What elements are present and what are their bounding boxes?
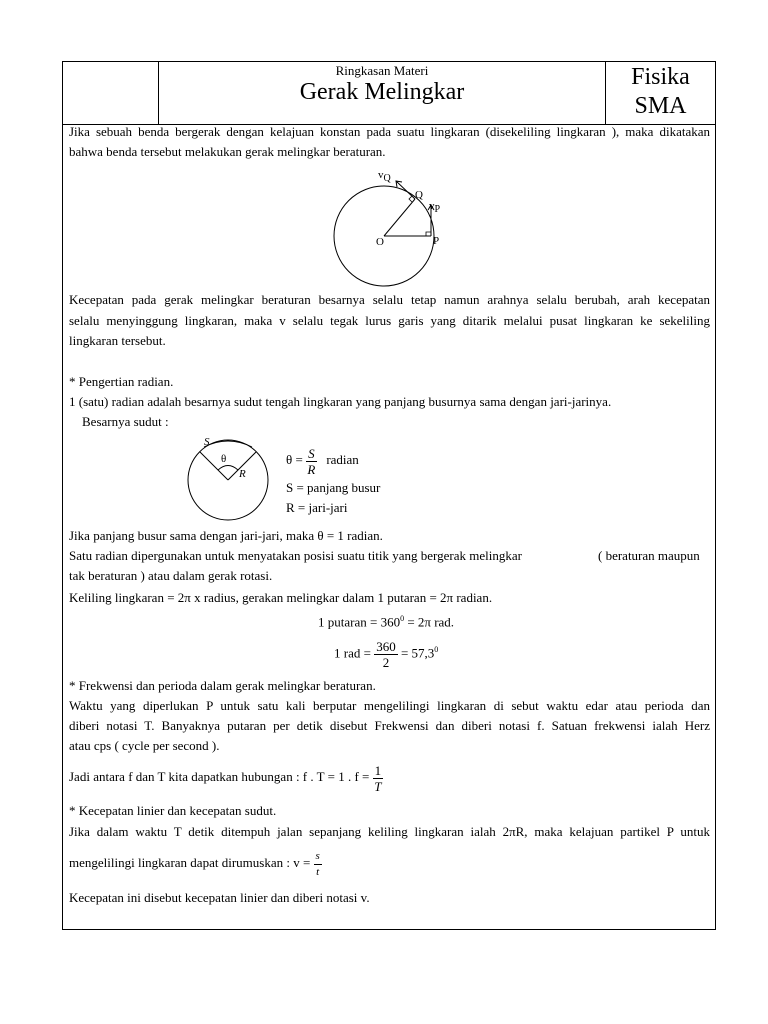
right-angle-q (409, 196, 412, 202)
subject-line-1: Fisika (631, 64, 690, 90)
rad-rhs: = 57,3 (400, 645, 435, 661)
linear-line-1: Jika dalam waktu T detik ditempuh jalan sepanjang keliling lingkaran ialah 2πR, maka kelajuan partikel P untuk (69, 824, 710, 839)
velocity-denominator: t (316, 865, 320, 878)
radian-formula (286, 443, 359, 477)
formula-lhs: θ = (286, 452, 303, 467)
label-theta: θ (221, 453, 227, 465)
putaran-degree: 0 (400, 614, 405, 623)
radian-definition: 1 (satu) radian adalah besarnya sudut tengah lingkaran yang panjang busurnya sama dengan jari-jarinya. (69, 394, 612, 409)
velocity-fraction (314, 849, 322, 880)
header-title-cell (159, 62, 606, 124)
def-r: R = jari-jari (286, 500, 348, 515)
formula-numerator: S (308, 445, 315, 461)
radian-figure (184, 433, 274, 523)
right-angle-p (426, 232, 431, 236)
radian-line-c: Keliling lingkaran = 2π x radius, gerakan melingkar dalam 1 putaran = 2π radian. (69, 590, 493, 605)
angle-label: Besarnya sudut : (82, 414, 169, 429)
frequency-heading: * Frekwensi dan perioda dalam gerak melingkar beraturan. (69, 678, 376, 693)
label-p: P (433, 235, 440, 247)
header-empty-cell (63, 62, 159, 124)
radian-heading: * Pengertian radian. (69, 374, 174, 389)
radian-line-b2: tak beraturan ) atau dalam gerak rotasi. (69, 568, 273, 583)
label-o: O (376, 236, 384, 248)
putaran-prefix: 1 putaran = 360 (318, 614, 401, 630)
label-s: S (204, 436, 210, 448)
frequency-fraction (373, 763, 384, 794)
rad-lhs: 1 rad = (334, 645, 371, 661)
intro-line-1: Jika sebuah benda bergerak dengan kelajuan konstan pada suatu lingkaran (disekeliling lingkaran ), maka dikatakan (69, 124, 710, 139)
label-vq: vQ (378, 169, 391, 184)
rad-denominator: 2 (382, 654, 390, 670)
velocity-line-3: lingkaran tersebut. (69, 333, 166, 348)
formula-denominator: R (307, 461, 316, 477)
def-s: S = panjang busur (286, 480, 381, 495)
label-q: Q (415, 189, 423, 201)
velocity-line-2: selalu menyinggung lingkaran, maka v selalu tegak lurus garis yang ditarik melalui pusat lingkaran ke sekeliling (69, 313, 710, 328)
linear-heading: * Kecepatan linier dan kecepatan sudut. (69, 803, 277, 818)
intro-line-2: bahwa benda tersebut melakukan gerak melingkar beraturan. (69, 144, 386, 159)
frequency-numerator: 1 (374, 762, 382, 778)
radian-line-a: Jika panjang busur sama dengan jari-jari, maka θ = 1 radian. (69, 528, 383, 543)
header-subtitle: Ringkasan Materi (335, 63, 429, 78)
linear-line-3: Kecepatan ini disebut kecepatan linier dan diberi notasi v. (69, 890, 370, 905)
rad-numerator: 360 (376, 638, 396, 654)
frequency-denominator: T (374, 778, 382, 794)
relation-text: Jadi antara f dan T kita dapatkan hubungan : f . T = 1 . f = (69, 769, 370, 784)
formula-unit: radian (326, 452, 359, 467)
radian-line-b1-right: ( beraturan maupun (598, 548, 700, 563)
velocity-numerator: s (314, 849, 322, 865)
putaran-suffix: = 2π rad. (404, 614, 455, 630)
frequency-line-1: Waktu yang diperlukan P untuk satu kali berputar mengelilingi lingkaran di sebut waktu edar atau perioda dan (69, 698, 710, 713)
formula-fraction (306, 446, 317, 477)
label-r: R (239, 468, 246, 480)
radian-line-b1: Satu radian dipergunakan untuk menyatakan posisi suatu titik yang bergerak melingkar (69, 548, 522, 563)
frequency-line-3: atau cps ( cycle per second ). (69, 738, 220, 753)
linear-line-2 (69, 846, 322, 880)
rad-degree: 0 (434, 645, 439, 654)
angle-arc (218, 466, 238, 471)
arc-s-arrow (204, 441, 252, 447)
rad-equation (334, 633, 438, 670)
velocity-line-1: Kecepatan pada gerak melingkar beraturan besarnya selalu tetap namun arahnya selalu berubah, arah kecepatan (69, 292, 710, 307)
rad-fraction (374, 639, 398, 670)
frequency-relation (69, 760, 383, 794)
radius-oq (384, 199, 415, 236)
page-title: Gerak Melingkar (299, 79, 465, 105)
header-subject-cell (606, 62, 715, 124)
putaran-equation (318, 610, 454, 630)
frequency-line-2: diberi notasi T. Banyaknya putaran per detik disebut Frekwensi dan diberi notasi f. Satuan frekwensi ialah Herz (69, 718, 710, 733)
header-table (63, 62, 715, 125)
label-vp: vP (429, 200, 441, 215)
subject-line-2: SMA (634, 93, 687, 119)
circular-motion-figure (320, 165, 460, 290)
linear-formula-text: mengelilingi lingkaran dapat dirumuskan : v = (69, 855, 311, 870)
